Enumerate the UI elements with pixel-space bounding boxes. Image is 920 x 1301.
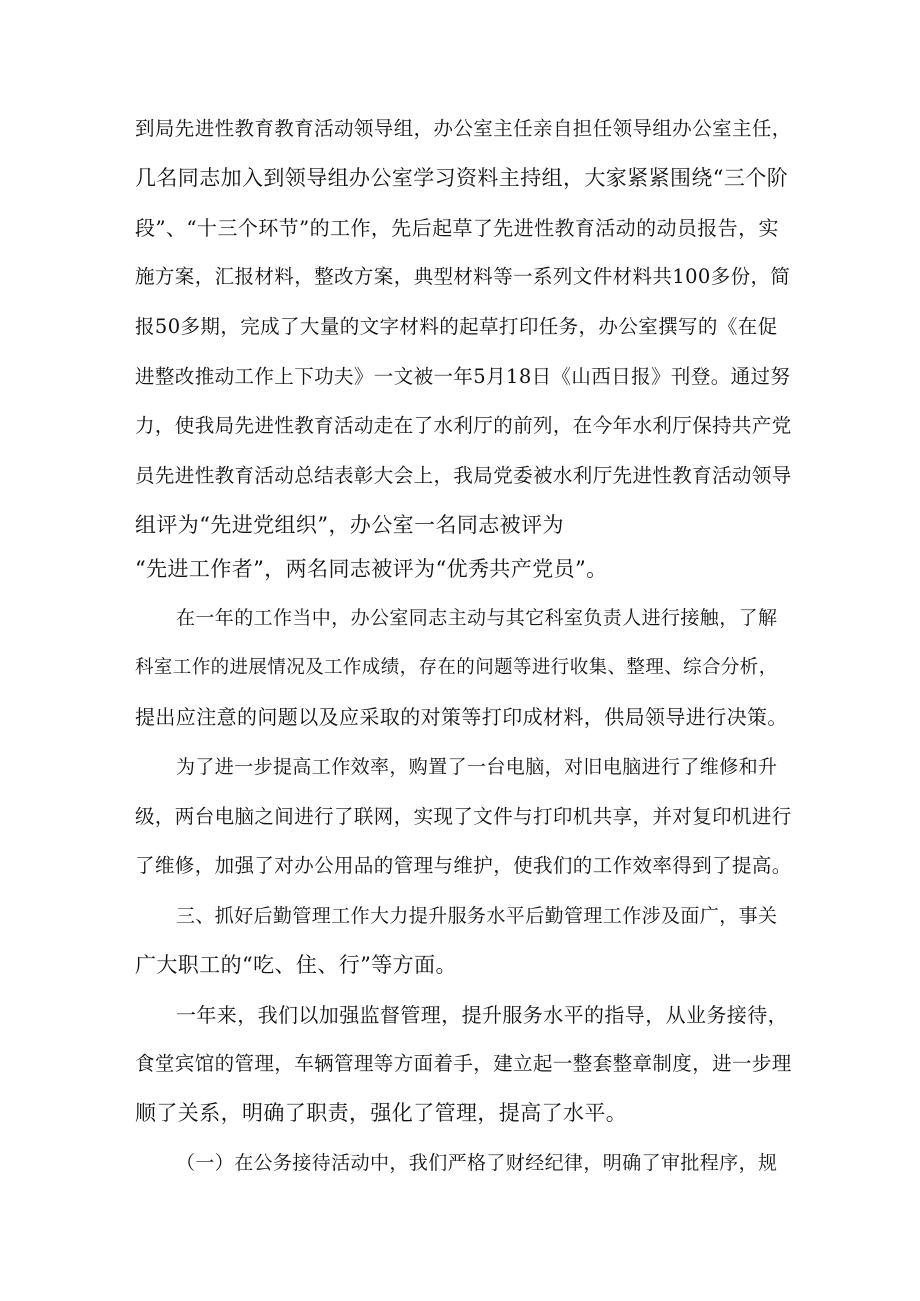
paragraph-start-line: 为了进一步提高工作效率，购置了一台电脑，对旧电脑进行了维修和升: [176, 756, 778, 778]
paragraph-start-line: 一年来，我们以加强监督管理，提升服务水平的指导，从业务接待，: [176, 1003, 788, 1027]
text-line: 广大职工的“吃、住、行”等方面。: [135, 953, 457, 977]
text-line: 报50多期，完成了大量的文字材料的起草打印任务，办公室撰写的《在促: [135, 315, 778, 338]
text-line: 科室工作的进展情况及工作成绩，存在的问题等进行收集、整理、综合分析，: [135, 657, 778, 678]
text-line: 了维修，加强了对办公用品的管理与维护，使我们的工作效率得到了提高。: [135, 854, 792, 877]
text-line: 施方案，汇报材料，整改方案，典型材料等一系列文件材料共100多份，简: [135, 265, 791, 288]
section-heading-line: 三、抓好后勤管理工作大力提升服务水平后勤管理工作涉及面广，事关: [176, 905, 778, 927]
text-line: “先进工作者”，两名同志被评为“优秀共产党员”。: [135, 557, 608, 581]
text-line: 力，使我局先进性教育活动走在了水利厅的前列，在今年水利厅保持共产党: [135, 414, 792, 437]
text-line: 员先进性教育活动总结表彰大会上，我局党委被水利厅先进性教育活动领导: [135, 464, 792, 487]
text-line: 到局先进性教育教育活动领导组，办公室主任亲自担任领导组办公室主任，: [135, 117, 792, 140]
paragraph-start-line: （一）在公务接待活动中，我们严格了财经纪律，明确了审批程序，规: [176, 1152, 778, 1174]
text-line: 顺了关系，明确了职责，强化了管理，提高了水平。: [135, 1101, 628, 1125]
text-line: 几名同志加入到领导组办公室学习资料主持组，大家紧紧围绕“三个阶: [135, 166, 789, 190]
paragraph-start-line: 在一年的工作当中，办公室同志主动与其它科室负责人进行接触，了解: [176, 607, 778, 629]
text-line: 级，两台电脑之间进行了联网，实现了文件与打印机共享，并对复印机进行: [135, 805, 792, 828]
text-line: 组评为“先进党组织”，办公室一名同志被评为: [135, 513, 564, 537]
text-line: 段”、“十三个环节”的工作，先后起草了先进性教育活动的动员报告，实: [135, 216, 779, 240]
text-line: 进整改推动工作上下功夫》一文被一年5月18日《山西日报》刊登。通过努: [135, 365, 791, 388]
text-line: 食堂宾馆的管理，车辆管理等方面着手，建立起一整套整章制度，进一步理: [135, 1052, 792, 1075]
text-line: 提出应注意的问题以及应采取的对策等打印成材料，供局领导进行决策。: [135, 705, 788, 729]
